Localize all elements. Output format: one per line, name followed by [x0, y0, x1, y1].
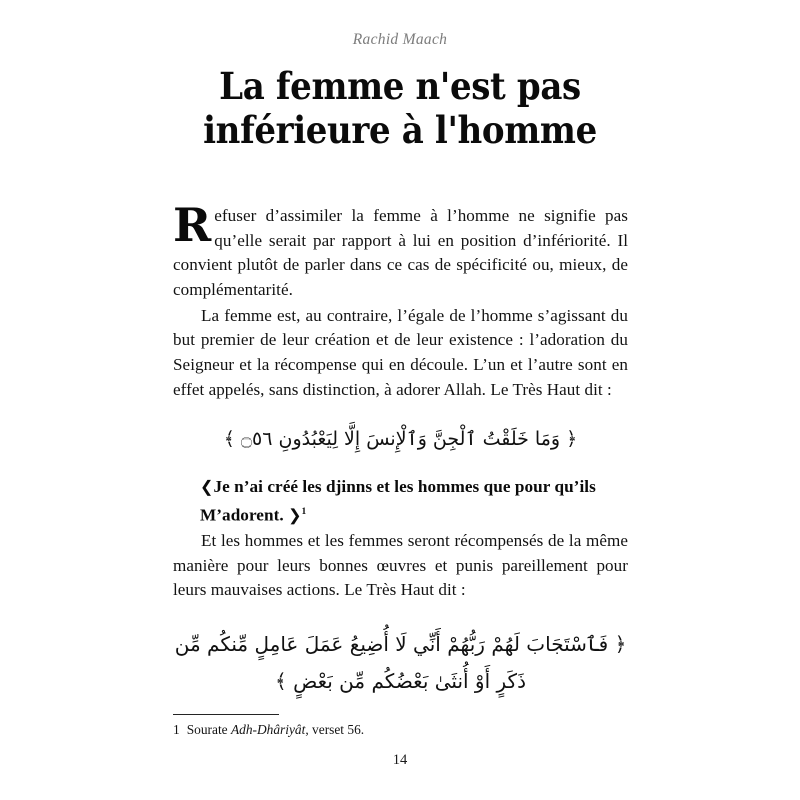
quran-verse-2-arabic-line-1: ﴿ فَٱسْتَجَابَ لَهُمْ رَبُّهُمْ أَنِّي لَا أُضِيعُ عَمَلَ عَامِلٍ مِّنكُم مِّن	[174, 631, 627, 656]
page-title-line-2: inférieure à l'homme	[203, 108, 597, 152]
page-number: 14	[392, 752, 408, 768]
quran-verse-1	[173, 423, 628, 456]
footnote-entry	[173, 721, 628, 738]
page-title	[124, 64, 676, 152]
paragraph-1-text: efuser d’assimiler la femme à l’homme ne signifie pas qu’elle serait par rapport à lui en position d’infériorité. Il convient plutôt de parler dans ce cas de spécificité ou, mieux, de complémentarité.	[173, 206, 628, 299]
running-head: Rachid Maach	[352, 31, 448, 48]
quran-verse-2-arabic-line-2: ذَكَرٍ أَوْ أُنثَىٰ بَعْضُكُم مِّن بَعْضٍ ﴾	[275, 668, 526, 693]
paragraph-3: Et les hommes et les femmes seront récompensés de la même manière pour leurs bonnes œuvres et punis pareillement pour leurs mauvaises actions. Le Très Haut dit :	[173, 530, 628, 600]
footnote-number: 1	[173, 722, 180, 737]
paragraph-1	[173, 198, 628, 302]
quran-verse-1-translation	[173, 475, 628, 529]
quran-verse-1-translation-text: Je n’ai créé les djinns et les hommes que pour qu’ils M’adorent.	[200, 477, 596, 525]
footnote-suffix: , verset 56.	[305, 722, 365, 737]
quote-open-bracket-icon: ❮	[200, 479, 214, 497]
page-title-line-1: La femme n'est pas	[219, 64, 581, 108]
paragraph-2: La femme est, au contraire, l’égale de l’homme s’agissant du but premier de leur création et de leur existence : l’adoration du Seigneur et la récompense qui en découle. L’un et l’autre sont en effet appelés, sans distinction, à adorer Allah. Le Très Haut dit :	[173, 305, 628, 399]
text-column	[173, 198, 628, 700]
footnote-marker[interactable]: 1	[301, 507, 307, 518]
footnote-prefix: Sourate	[186, 722, 231, 737]
quran-verse-2	[173, 626, 628, 700]
quote-close-bracket-icon: ❯	[288, 507, 302, 525]
footnote-separator	[173, 714, 279, 715]
quran-verse-1-arabic: ﴿ وَمَا خَلَقْتُ ٱلْجِنَّ وَٱلْإِنسَ إِلَّا لِيَعْبُدُونِ ۝٥٦ ﴾	[223, 428, 578, 451]
footnote-surah-name: Adh-Dhâriyât	[230, 722, 306, 737]
drop-cap: R	[173, 198, 212, 252]
footnote-area	[173, 714, 628, 738]
